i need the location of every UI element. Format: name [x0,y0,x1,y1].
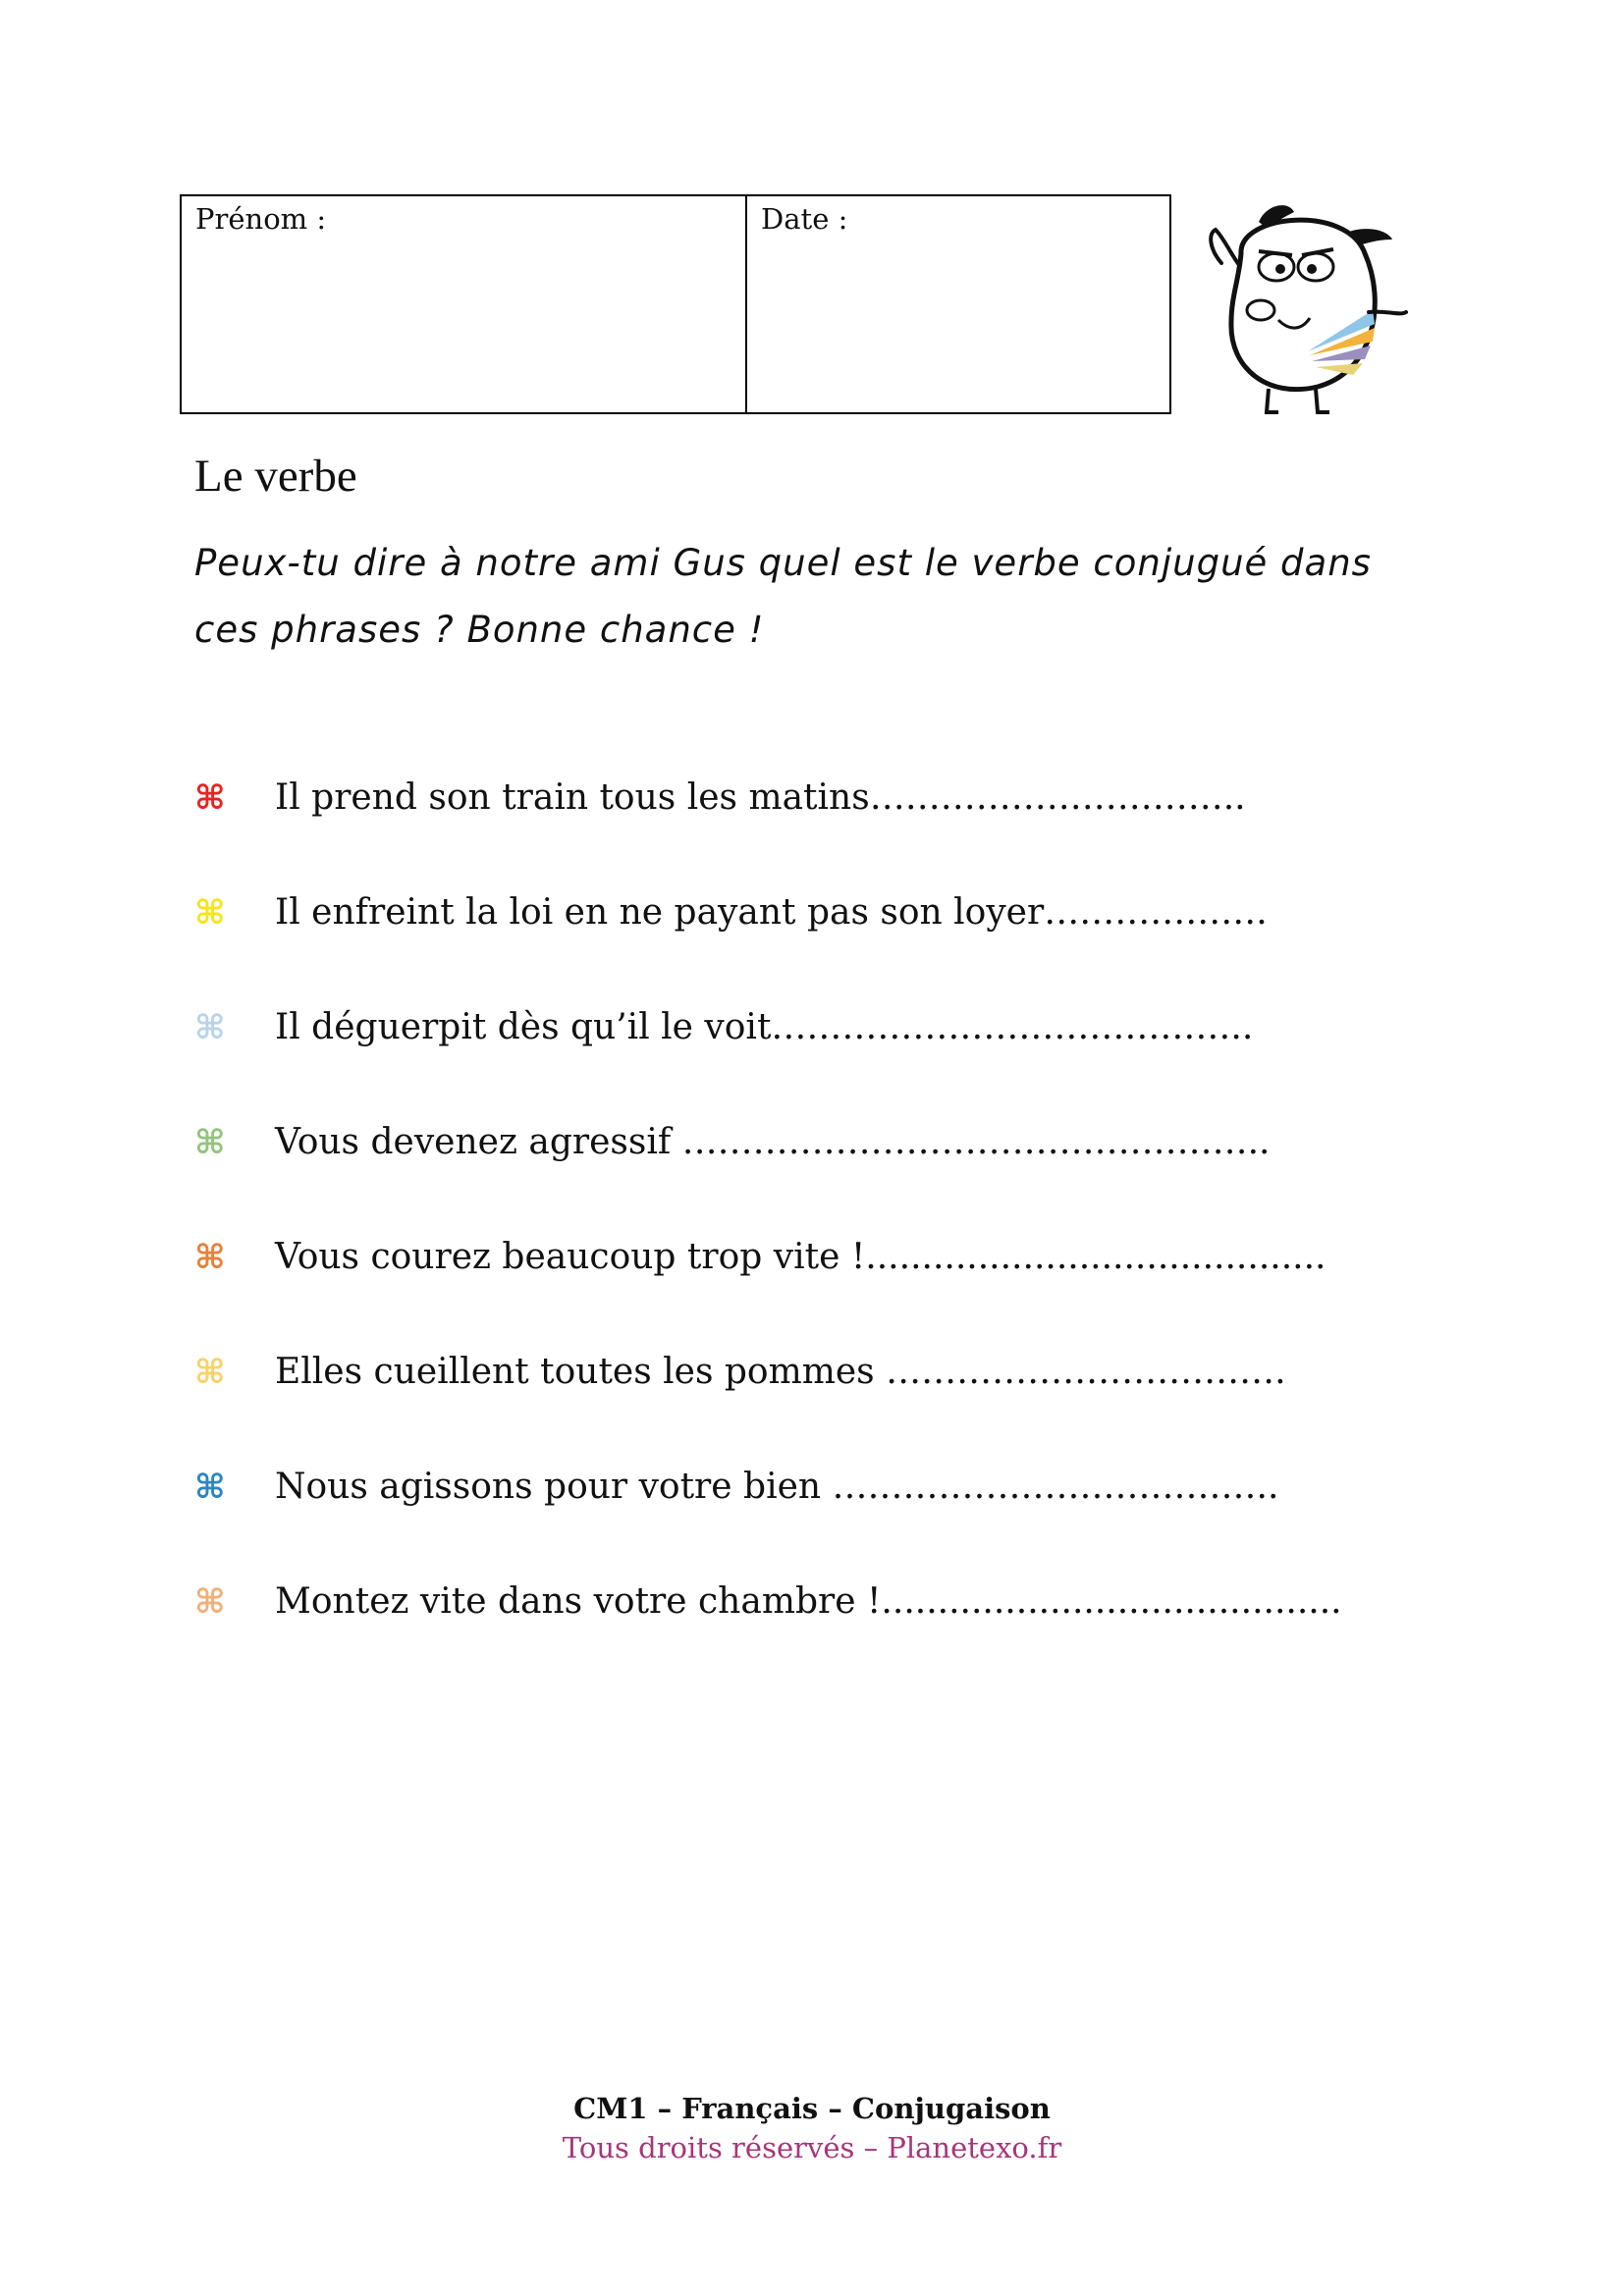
command-bullet-icon: ⌘ [194,1582,226,1622]
name-field[interactable] [182,196,747,412]
question-item [194,1235,1373,1350]
question-text: Nous agissons pour votre bien ……………………………….. [275,1467,1279,1507]
date-label: Date : [761,202,848,236]
question-item [194,1465,1373,1579]
question-list [194,775,1373,1694]
command-bullet-icon: ⌘ [194,893,226,933]
footer-copyright: Tous droits réservés – Planetexo.fr [562,2131,1062,2164]
command-bullet-icon: ⌘ [194,1468,226,1507]
question-text: Vous devenez agressif ………………………………………….. [275,1122,1271,1162]
question-text: Il prend son train tous les matins………………………….. [275,777,1246,818]
question-item [194,1579,1373,1694]
command-bullet-icon: ⌘ [194,1008,226,1047]
page-footer [0,2089,1624,2167]
instruction-text: Peux-tu dire à notre ami Gus quel est le verbe conjugué dans ces phrases ? Bonne chance ! [194,542,1372,651]
student-info-table [180,194,1171,414]
question-text: Montez vite dans votre chambre !......................................... [275,1581,1342,1622]
question-text: Il enfreint la loi en ne payant pas son loyer………………. [275,892,1268,933]
command-bullet-icon: ⌘ [194,1238,226,1277]
question-text: Vous courez beaucoup trop vite !......................................... [275,1237,1326,1277]
command-bullet-icon: ⌘ [194,1353,226,1392]
question-text: Il déguerpit dès qu’il le voit………………………………….. [275,1007,1254,1047]
question-item [194,890,1373,1005]
command-bullet-icon: ⌘ [194,1123,226,1162]
footer-subject: CM1 – Français – Conjugaison [573,2092,1051,2125]
question-text: Elles cueillent toutes les pommes ……………………………. [275,1352,1286,1392]
question-item [194,775,1373,890]
question-item [194,1350,1373,1465]
worksheet-title: Le verbe [194,451,357,502]
question-item [194,1120,1373,1235]
question-item [194,1005,1373,1120]
date-field[interactable] [747,196,1169,412]
gus-mascot-illustration [1200,194,1416,420]
command-bullet-icon: ⌘ [194,778,226,818]
name-label: Prénom : [195,202,327,236]
